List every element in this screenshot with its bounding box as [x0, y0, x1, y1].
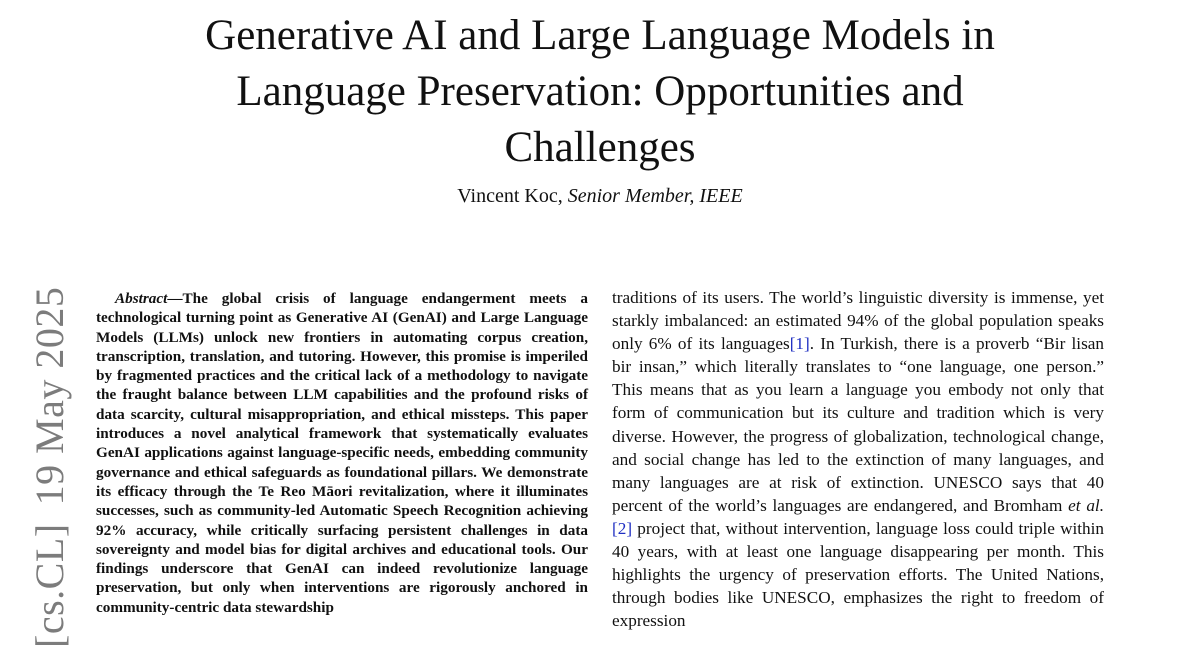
- arxiv-date: 19 May 2025: [27, 286, 72, 506]
- abstract: [96, 289, 588, 617]
- title-line: Language Preservation: Opportunities and: [236, 68, 964, 115]
- author-name: Vincent Koc,: [457, 185, 563, 207]
- arxiv-stamp: [28, 287, 72, 648]
- author-line: [100, 183, 1100, 209]
- title-line: Challenges: [504, 124, 696, 171]
- intro-text: . In Turkish, there is a proverb “Bir lisan bir insan,” which literally translates to “one language, one person.” This means that as you learn a language you embody not only that form of communication but its culture and tradition which is very diverse. However, the progress of globalization, technological change, and social change has led to the extinction of many languages, and many languages are at risk of extinction. UNESCO says that 40 percent of the world’s languages are endangered, and Bromham: [612, 334, 1104, 515]
- paper-title: [100, 8, 1100, 176]
- abstract-text: The global crisis of language endangerment meets a technological turning point as Generative AI (GenAI) and Large Language Models (LLMs) unlock new frontiers in automating corpus creation, transcription, translation, and tutoring. However, this promise is imperiled by fragmented practices and the critical lack of a methodology to navigate the fraught balance between LLM capabilities and the profound risks of data scarcity, cultural misappropriation, and ethical missteps. This paper introduces a novel analytical framework that systematically evaluates GenAI applications against language-specific needs, embedding community governance and ethical safeguards as foundational pillars. We demonstrate its efficacy through the Te Reo Māori revitalization, where it illuminates successes, such as community-led Automatic Speech Recognition achieving 92% accuracy, while critically surfacing persistent challenges in data sovereignty and model bias for digital archives and educational tools. Our findings underscore that GenAI can indeed revolutionize language preservation, but only when interventions are rigorously anchored in community-centric data stewardship: [96, 290, 588, 616]
- citation-link[interactable]: [1]: [789, 334, 810, 354]
- title-line: Generative AI and Large Language Models in: [205, 12, 995, 59]
- citation-link[interactable]: [2]: [612, 518, 633, 538]
- abstract-dash: —: [167, 290, 183, 307]
- intro-et-al: et al.: [1068, 495, 1104, 515]
- introduction-paragraph: [612, 286, 1104, 632]
- abstract-label: Abstract: [115, 290, 168, 307]
- author-affiliation: Senior Member, IEEE: [567, 185, 743, 207]
- intro-text: project that, without intervention, language loss could triple within 40 years, with at least one language disappearing per month. This highlights the urgency of preservation efforts. The United Nations, through bodies like UNESCO, emphasizes the right to freedom of expression: [612, 518, 1104, 631]
- intro-text: traditions of its users. The world’s linguistic diversity is immense, yet starkly imbalanced: an estimated 94% of the global population speaks only 6% of its languages: [612, 288, 1104, 354]
- arxiv-category: [cs.CL]: [27, 523, 72, 648]
